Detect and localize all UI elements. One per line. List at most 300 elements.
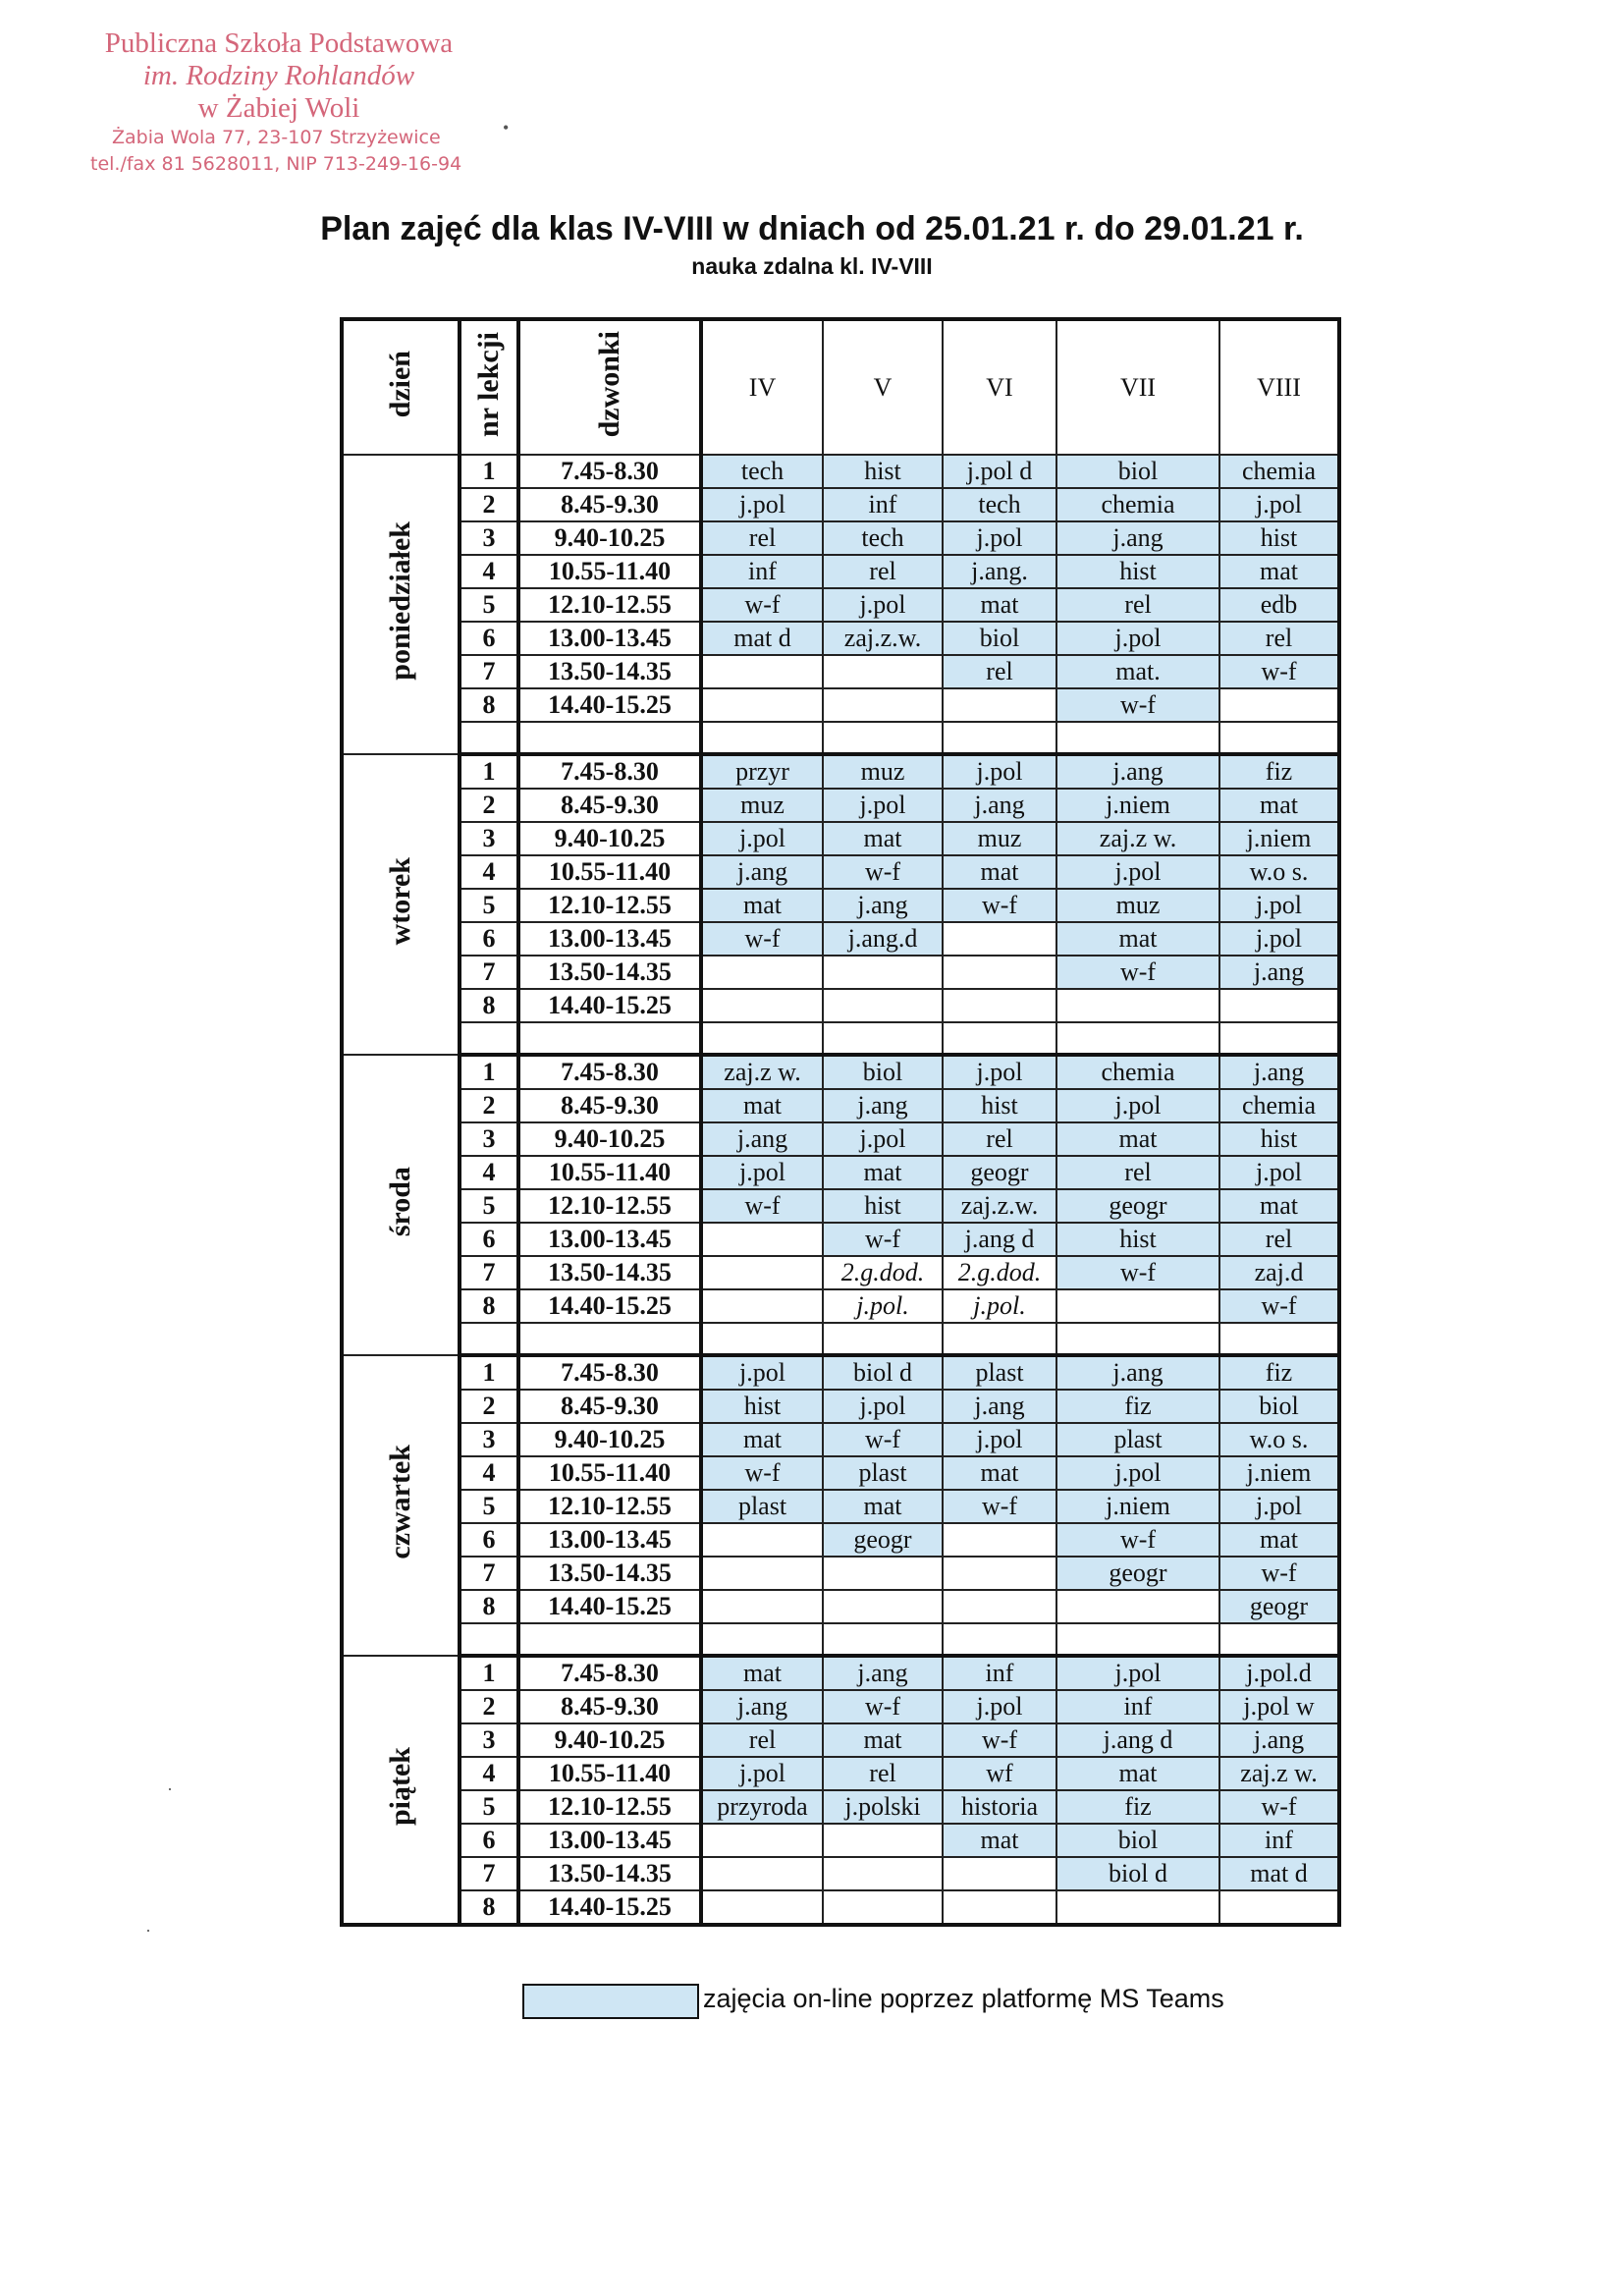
lesson-time: 12.10-12.55 [518,1790,701,1824]
lesson-number: 7 [460,655,518,688]
lesson-cell [823,1590,943,1623]
lesson-row [342,622,1339,655]
lesson-time: 10.55-11.40 [518,1456,701,1490]
lesson-cell: j.ang [823,1089,943,1122]
header-row [342,319,1339,455]
lesson-number: 8 [460,1890,518,1925]
lesson-cell [701,989,823,1022]
lesson-number: 5 [460,1189,518,1223]
lesson-cell: rel [823,1757,943,1790]
lesson-time: 8.45-9.30 [518,1690,701,1723]
lesson-cell [701,1557,823,1590]
lesson-row [342,1256,1339,1289]
lesson-row [342,588,1339,622]
lesson-row [342,1690,1339,1723]
spacer-row [342,1022,1339,1055]
header-class: VI [943,319,1056,455]
lesson-row [342,1156,1339,1189]
scan-speck: · [145,1921,151,1941]
lesson-cell [701,1890,823,1925]
lesson-cell [943,989,1056,1022]
lesson-time: 8.45-9.30 [518,488,701,521]
lesson-cell: mat [701,889,823,922]
lesson-cell: zaj.z.w. [943,1189,1056,1223]
lesson-row [342,1723,1339,1757]
lesson-cell: j.ang [823,1656,943,1690]
timetable-body [342,455,1339,1925]
lesson-cell: zaj.z.w. [823,622,943,655]
lesson-cell: j.pol [943,1055,1056,1089]
lesson-cell: inf [943,1656,1056,1690]
lesson-cell [823,688,943,722]
lesson-cell [943,1590,1056,1623]
lesson-cell [943,922,1056,956]
lesson-cell [701,1523,823,1557]
page-title: Plan zajęć dla klas IV-VIII w dniach od 25.01.21 r. do 29.01.21 r. [320,210,1304,247]
lesson-row [342,1557,1339,1590]
lesson-cell [701,1256,823,1289]
lesson-row [342,1456,1339,1490]
lesson-row [342,1590,1339,1623]
lesson-number: 5 [460,889,518,922]
lesson-row [342,889,1339,922]
lesson-cell: j.pol [701,822,823,855]
lesson-number: 6 [460,1223,518,1256]
lesson-cell: plast [823,1456,943,1490]
lesson-cell: j.pol [701,488,823,521]
lesson-cell [823,1890,943,1925]
lesson-row [342,1122,1339,1156]
lesson-cell: geogr [1056,1557,1219,1590]
lesson-row [342,655,1339,688]
header-bells: dzwonki [518,319,701,455]
legend-swatch [522,1984,699,2019]
lesson-cell: geogr [1219,1590,1339,1623]
lesson-cell: mat [1219,789,1339,822]
lesson-time: 9.40-10.25 [518,1723,701,1757]
lesson-time: 7.45-8.30 [518,455,701,488]
header-class: VIII [1219,319,1339,455]
lesson-cell: j.ang [701,1690,823,1723]
spacer-cell [1219,1623,1339,1656]
lesson-number: 1 [460,1355,518,1390]
lesson-cell: w-f [1219,1289,1339,1323]
lesson-cell: mat [823,822,943,855]
lesson-time: 13.00-13.45 [518,622,701,655]
lesson-cell: biol [823,1055,943,1089]
lesson-row [342,1423,1339,1456]
lesson-cell: plast [1056,1423,1219,1456]
lesson-cell: w.o s. [1219,1423,1339,1456]
spacer-cell [460,1022,518,1055]
lesson-cell: w-f [701,1456,823,1490]
page-subtitle: nauka zdalna kl. IV-VIII [691,253,933,279]
lesson-number: 4 [460,555,518,588]
header-class: VII [1056,319,1219,455]
lesson-row [342,922,1339,956]
lesson-time: 10.55-11.40 [518,855,701,889]
lesson-cell: mat [1056,1757,1219,1790]
lesson-cell: rel [1219,622,1339,655]
lesson-cell: wf [943,1757,1056,1790]
lesson-time: 8.45-9.30 [518,789,701,822]
lesson-cell [943,688,1056,722]
lesson-number: 6 [460,1824,518,1857]
lesson-cell: zaj.z w. [701,1055,823,1089]
lesson-time: 13.50-14.35 [518,1256,701,1289]
spacer-cell [1056,1323,1219,1355]
lesson-cell: przyr [701,754,823,789]
lesson-row [342,455,1339,488]
lesson-time: 12.10-12.55 [518,1189,701,1223]
lesson-cell: j.ang [943,1390,1056,1423]
lesson-cell: chemia [1219,455,1339,488]
lesson-cell: muz [943,822,1056,855]
lesson-cell [943,1523,1056,1557]
day-label: piątek [384,1746,416,1826]
lesson-cell: j.pol [823,1122,943,1156]
lesson-cell: mat [943,588,1056,622]
lesson-cell: mat d [701,622,823,655]
lesson-cell: geogr [943,1156,1056,1189]
lesson-cell: j.ang d [943,1223,1056,1256]
lesson-number: 2 [460,1690,518,1723]
lesson-cell: biol [1219,1390,1339,1423]
spacer-cell [1219,722,1339,754]
spacer-cell [518,1022,701,1055]
lesson-cell [701,655,823,688]
lesson-cell: fiz [1056,1790,1219,1824]
spacer-cell [823,1323,943,1355]
lesson-cell: hist [1056,1223,1219,1256]
lesson-cell [1219,989,1339,1022]
lesson-row [342,688,1339,722]
legend-label: zajęcia on-line poprzez platformę MS Teams [703,1984,1224,2013]
lesson-cell: hist [823,1189,943,1223]
lesson-time: 8.45-9.30 [518,1089,701,1122]
lesson-cell: j.pol w [1219,1690,1339,1723]
school-stamp [82,27,475,178]
lesson-cell: chemia [1056,488,1219,521]
lesson-cell: j.niem [1219,822,1339,855]
stamp-locality: w Żabiej Woli [197,92,360,124]
spacer-cell [701,1623,823,1656]
lesson-cell: j.pol [1219,889,1339,922]
lesson-cell: hist [1219,521,1339,555]
day-label: środa [384,1166,416,1237]
day-label-cell [342,1355,460,1656]
lesson-cell: edb [1219,588,1339,622]
lesson-number: 7 [460,956,518,989]
lesson-row [342,1355,1339,1390]
lesson-number: 4 [460,855,518,889]
lesson-cell: j.pol d [943,455,1056,488]
lesson-row [342,1656,1339,1690]
lesson-cell [823,655,943,688]
lesson-cell [1056,989,1219,1022]
lesson-cell: j.ang [701,1122,823,1156]
lesson-time: 14.40-15.25 [518,688,701,722]
spacer-cell [701,1323,823,1355]
spacer-cell [943,1623,1056,1656]
lesson-cell: mat [943,1456,1056,1490]
lesson-row [342,956,1339,989]
lesson-cell: mat. [1056,655,1219,688]
spacer-cell [823,1623,943,1656]
lesson-time: 12.10-12.55 [518,1490,701,1523]
lesson-cell: j.pol [1056,622,1219,655]
lesson-cell: hist [823,455,943,488]
lesson-cell: w.o s. [1219,855,1339,889]
lesson-number: 2 [460,488,518,521]
lesson-cell [701,688,823,722]
lesson-cell: rel [1219,1223,1339,1256]
stamp-school-name: Publiczna Szkoła Podstawowa [104,27,454,59]
spacer-cell [701,722,823,754]
spacer-cell [1056,1022,1219,1055]
lesson-time: 9.40-10.25 [518,1423,701,1456]
lesson-cell: j.ang [701,855,823,889]
spacer-cell [518,1623,701,1656]
lesson-time: 14.40-15.25 [518,1590,701,1623]
lesson-cell: mat [1056,922,1219,956]
lesson-cell [1219,688,1339,722]
lesson-cell: j.niem [1056,789,1219,822]
lesson-cell: mat [701,1423,823,1456]
lesson-number: 3 [460,822,518,855]
lesson-cell [943,1890,1056,1925]
lesson-cell [823,956,943,989]
lesson-cell: j.ang.d [823,922,943,956]
header-lesson-no: nr lekcji [460,319,518,455]
lesson-cell: 2.g.dod. [943,1256,1056,1289]
lesson-cell [1056,1289,1219,1323]
lesson-cell: plast [701,1490,823,1523]
lesson-cell: hist [943,1089,1056,1122]
lesson-cell: w-f [1056,1523,1219,1557]
lesson-cell [1056,1890,1219,1925]
lesson-cell [1056,1590,1219,1623]
lesson-number: 2 [460,1390,518,1423]
lesson-cell: fiz [1219,754,1339,789]
lesson-number: 3 [460,521,518,555]
lesson-row [342,1490,1339,1523]
lesson-cell: tech [943,488,1056,521]
lesson-cell: w-f [701,1189,823,1223]
lesson-cell [823,1824,943,1857]
lesson-cell: mat [943,1824,1056,1857]
lesson-number: 8 [460,688,518,722]
lesson-time: 13.50-14.35 [518,956,701,989]
spacer-cell [943,1022,1056,1055]
lesson-cell: j.pol [701,1757,823,1790]
lesson-number: 1 [460,1055,518,1089]
lesson-cell: biol d [1056,1857,1219,1890]
spacer-cell [943,1323,1056,1355]
lesson-cell: geogr [1056,1189,1219,1223]
lesson-cell: rel [943,1122,1056,1156]
lesson-number: 6 [460,922,518,956]
lesson-row [342,1189,1339,1223]
lesson-time: 13.50-14.35 [518,655,701,688]
lesson-number: 5 [460,1790,518,1824]
lesson-number: 4 [460,1156,518,1189]
stamp-contact: tel./fax 81 5628011, NIP 713-249-16-94 [90,153,462,175]
lesson-row [342,789,1339,822]
lesson-cell [701,956,823,989]
lesson-cell: hist [701,1390,823,1423]
lesson-row [342,1055,1339,1089]
spacer-cell [1056,1623,1219,1656]
lesson-time: 10.55-11.40 [518,1757,701,1790]
lesson-cell: j.pol [823,588,943,622]
lesson-cell: rel [1056,1156,1219,1189]
lesson-cell: mat [701,1089,823,1122]
lesson-cell: inf [701,555,823,588]
lesson-number: 8 [460,1590,518,1623]
lesson-number: 6 [460,1523,518,1557]
lesson-cell: inf [1219,1824,1339,1857]
lesson-cell: mat d [1219,1857,1339,1890]
lesson-cell: j.pol [943,1690,1056,1723]
lesson-cell: w-f [1219,655,1339,688]
spacer-row [342,722,1339,754]
lesson-cell: fiz [1219,1355,1339,1390]
lesson-cell: j.pol [1219,922,1339,956]
lesson-time: 13.00-13.45 [518,1223,701,1256]
lesson-cell: inf [1056,1690,1219,1723]
lesson-number: 3 [460,1723,518,1757]
lesson-cell: j.ang [1056,1355,1219,1390]
lesson-time: 10.55-11.40 [518,555,701,588]
header-class: IV [701,319,823,455]
lesson-time: 9.40-10.25 [518,822,701,855]
lesson-time: 13.00-13.45 [518,1824,701,1857]
lesson-cell: j.niem [1219,1456,1339,1490]
lesson-cell: biol [1056,455,1219,488]
spacer-cell [518,1323,701,1355]
spacer-cell [460,1623,518,1656]
lesson-cell: zaj.z w. [1219,1757,1339,1790]
header-day: dzień [342,319,460,455]
lesson-cell [823,1557,943,1590]
lesson-number: 7 [460,1557,518,1590]
lesson-cell: j.pol [943,521,1056,555]
lesson-cell [701,1857,823,1890]
lesson-cell: biol [1056,1824,1219,1857]
lesson-number: 2 [460,1089,518,1122]
lesson-row [342,1523,1339,1557]
lesson-cell: w-f [701,922,823,956]
lesson-cell: j.ang [1219,1723,1339,1757]
lesson-cell: j.ang. [943,555,1056,588]
lesson-time: 8.45-9.30 [518,1390,701,1423]
spacer-row [342,1323,1339,1355]
spacer-cell [518,722,701,754]
lesson-number: 1 [460,754,518,789]
lesson-cell: mat [823,1490,943,1523]
lesson-cell: hist [1056,555,1219,588]
lesson-cell: j.pol. [943,1289,1056,1323]
lesson-number: 7 [460,1256,518,1289]
lesson-row [342,1757,1339,1790]
lesson-number: 4 [460,1456,518,1490]
lesson-cell: w-f [943,1490,1056,1523]
lesson-row [342,1289,1339,1323]
lesson-cell: j.ang [1219,956,1339,989]
lesson-cell [701,1824,823,1857]
lesson-cell: zaj.d [1219,1256,1339,1289]
lesson-time: 14.40-15.25 [518,1890,701,1925]
lesson-cell: j.pol. [823,1289,943,1323]
lesson-row [342,521,1339,555]
lesson-number: 4 [460,1757,518,1790]
day-label-cell [342,455,460,754]
lesson-cell: j.pol [1219,488,1339,521]
lesson-time: 14.40-15.25 [518,1289,701,1323]
lesson-row [342,1089,1339,1122]
lesson-cell: w-f [1219,1557,1339,1590]
lesson-cell: j.pol [1056,855,1219,889]
lesson-number: 2 [460,789,518,822]
lesson-cell: j.pol [823,789,943,822]
lesson-cell: w-f [943,889,1056,922]
lesson-row [342,855,1339,889]
lesson-cell: tech [701,455,823,488]
day-label-cell [342,1656,460,1925]
lesson-cell: j.pol [1219,1490,1339,1523]
lesson-row [342,1223,1339,1256]
lesson-cell: j.ang [943,789,1056,822]
lesson-cell: w-f [1056,956,1219,989]
spacer-cell [823,1022,943,1055]
lesson-time: 7.45-8.30 [518,1055,701,1089]
lesson-cell: hist [1219,1122,1339,1156]
lesson-cell: w-f [1056,688,1219,722]
lesson-cell: j.niem [1056,1490,1219,1523]
lesson-time: 7.45-8.30 [518,1656,701,1690]
lesson-cell: mat [823,1156,943,1189]
lesson-cell: mat [701,1656,823,1690]
lesson-cell: j.pol.d [1219,1656,1339,1690]
lesson-cell: rel [701,1723,823,1757]
day-label: wtorek [384,856,416,946]
lesson-cell [943,1857,1056,1890]
lesson-time: 13.50-14.35 [518,1857,701,1890]
stamp-address: Żabia Wola 77, 23-107 Strzyżewice [112,127,441,148]
lesson-time: 14.40-15.25 [518,989,701,1022]
lesson-cell: tech [823,521,943,555]
lesson-number: 3 [460,1423,518,1456]
header-class: V [823,319,943,455]
scan-speck: · [167,1779,173,1799]
lesson-number: 1 [460,1656,518,1690]
day-label-cell [342,1055,460,1355]
lesson-cell: mat [1219,555,1339,588]
lesson-cell: w-f [823,855,943,889]
lesson-time: 7.45-8.30 [518,1355,701,1390]
lesson-time: 13.00-13.45 [518,922,701,956]
lesson-row [342,989,1339,1022]
spacer-cell [1219,1323,1339,1355]
lesson-cell: biol d [823,1355,943,1390]
lesson-row [342,822,1339,855]
lesson-time: 13.50-14.35 [518,1557,701,1590]
lesson-cell: j.pol [1056,1089,1219,1122]
lesson-number: 7 [460,1857,518,1890]
lesson-row [342,555,1339,588]
lesson-cell: zaj.z w. [1056,822,1219,855]
